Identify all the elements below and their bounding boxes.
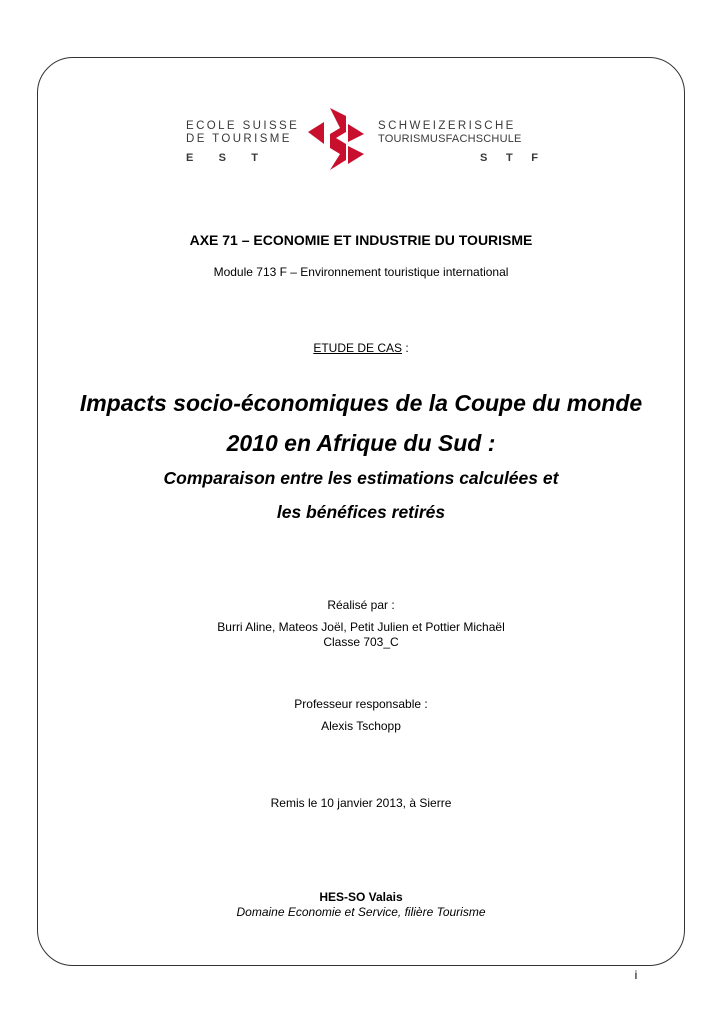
logo-abbr-letter: F [531, 152, 538, 164]
logo-abbr-letter: S [218, 152, 226, 164]
logo-text-de [378, 120, 522, 146]
logo-abbr-letter: E [186, 152, 194, 164]
module-heading: Module 713 F – Environnement touristique international [213, 265, 509, 279]
logo-mark-shape [308, 122, 324, 144]
logo-mark-shape [330, 108, 346, 170]
page-number: i [634, 968, 638, 982]
institution-name: HES-SO Valais [319, 890, 403, 904]
submission-date: Remis le 10 janvier 2013, à Sierre [270, 796, 452, 810]
logo-left-line2: DE TOURISME [186, 133, 292, 145]
school-logo [180, 100, 540, 180]
logo-abbr-letter: S [480, 152, 488, 164]
document-subtitle-line2: les bénéfices retirés [276, 502, 446, 522]
document-title-line2: 2010 en Afrique du Sud : [226, 430, 496, 456]
document-subtitle-line1: Comparaison entre les estimations calculées et [163, 468, 559, 488]
logo-left-line1: ECOLE SUISSE [186, 120, 300, 132]
authors-label: Réalisé par : [327, 598, 395, 612]
class-code: Classe 703_C [323, 635, 399, 649]
logo-text-fr [186, 120, 299, 146]
professor-label: Professeur responsable : [294, 697, 428, 711]
logo-mark-shape [348, 146, 364, 164]
study-type-text: ETUDE DE CAS [313, 341, 402, 355]
logo-abbr-letter: T [251, 152, 258, 164]
logo-abbr-est [186, 152, 258, 164]
logo-mark-shape [348, 124, 364, 142]
institution-domain: Domaine Economie et Service, filière Tourisme [236, 905, 486, 919]
logo-right-line2: TOURISMUSFACHSCHULE [378, 133, 522, 145]
professor-name: Alexis Tschopp [321, 719, 401, 733]
authors-names: Burri Aline, Mateos Joël, Petit Julien et Pottier Michaël [217, 620, 505, 634]
logo-right-line1: SCHWEIZERISCHE [378, 120, 516, 132]
study-type-label [37, 341, 685, 355]
logo-abbr-stf [480, 152, 538, 164]
course-axis-heading: AXE 71 – ECONOMIE ET INDUSTRIE DU TOURISME [189, 232, 533, 248]
logo-mark-icon [306, 104, 368, 174]
logo-abbr-letter: T [505, 152, 513, 164]
study-type-suffix: : [402, 341, 409, 355]
document-title-line1: Impacts socio-économiques de la Coupe du monde [79, 390, 643, 416]
